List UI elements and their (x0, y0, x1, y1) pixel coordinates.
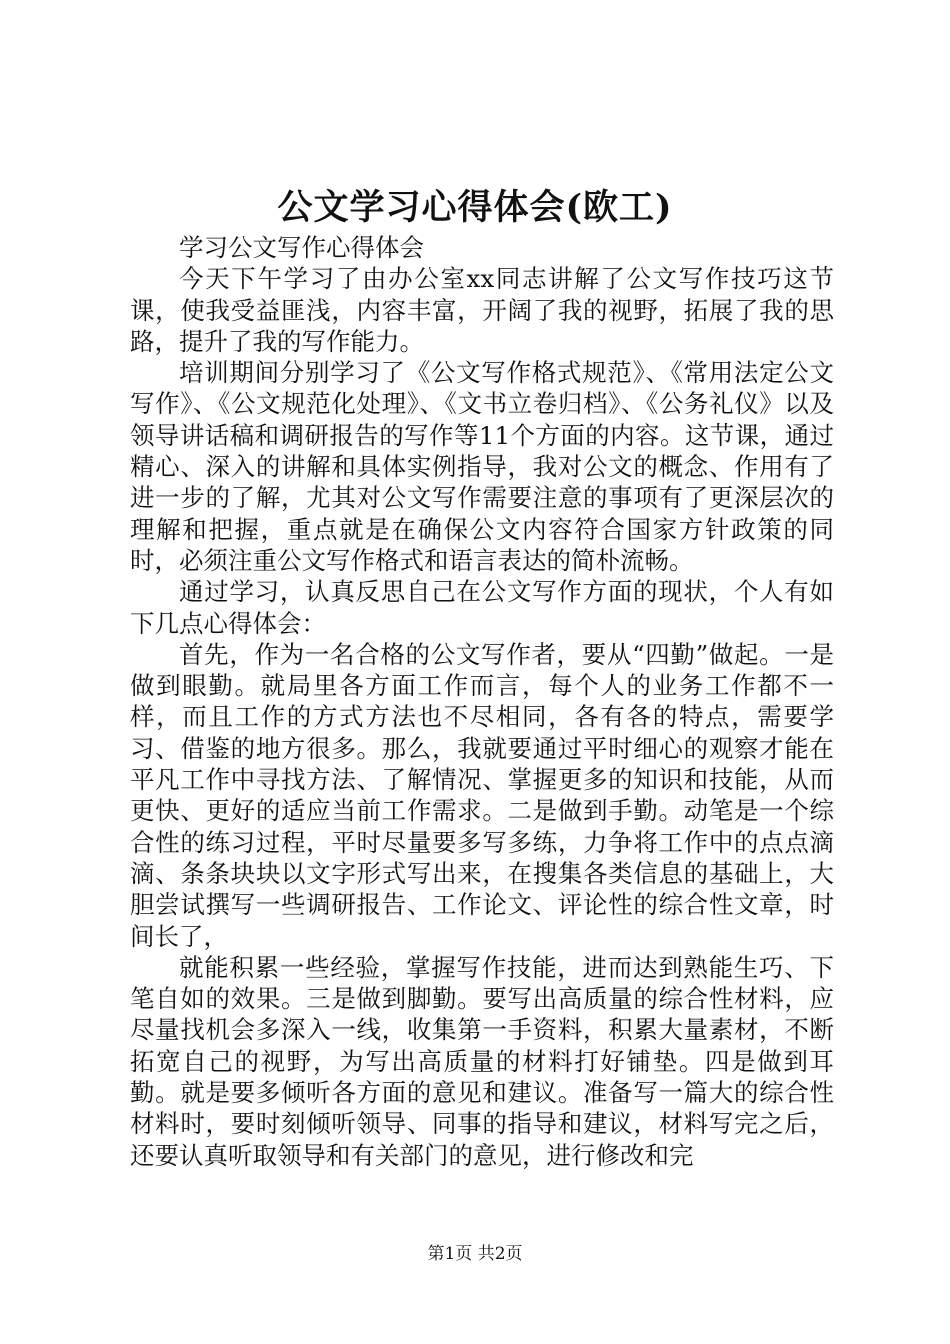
document-body (130, 232, 834, 1171)
document-title: 公文学习心得体会(欧工) (277, 187, 673, 228)
paragraph: 通过学习，认真反思自己在公文写作方面的现状，个人有如下几点心得体会： (130, 577, 834, 638)
paragraph: 就能积累一些经验，掌握写作技能，进而达到熟能生巧、下笔自如的效果。三是做到脚勤。要写出高质量的综合性材料，应尽量找机会多深入一线，收集第一手资料，积累大量素材，不断拓宽自己的视野，为写出高质量的材料打好铺垫。四是做到耳勤。就是要多倾听各方面的意见和建议。准备写一篇大的综合性材料时，要时刻倾听领导、同事的指导和建议，材料写完之后，还要认真听取领导和有关部门的意见，进行修改和完 (130, 952, 834, 1170)
paragraph: 今天下午学习了由办公室xx同志讲解了公文写作技巧这节课，使我受益匪浅，内容丰富，开阔了我的视野，拓展了我的思路，提升了我的写作能力。 (130, 264, 834, 356)
paragraph: 学习公文写作心得体会 (179, 233, 424, 262)
paragraph: 培训期间分别学习了《公文写作格式规范》、《常用法定公文写作》、《公文规范化处理》、《文书立卷归档》、《公务礼仪》以及领导讲话稿和调研报告的写作等11个方面的内容。这节课，通过精心、深入的讲解和具体实例指导，我对公文的概念、作用有了进一步的了解，尤其对公文写作需要注意的事项有了更深层次的理解和把握，重点就是在确保公文内容符合国家方针政策的同时，必须注重公文写作格式和语言表达的简朴流畅。 (130, 358, 834, 575)
paragraph: 首先，作为一名合格的公文写作者，要从“四勤”做起。一是做到眼勤。就局里各方面工作而言，每个人的业务工作都不一样，而且工作的方式方法也不尽相同，各有各的特点，需要学习、借鉴的地方很多。那么，我就要通过平时细心的观察才能在平凡工作中寻找方法、了解情况、掌握更多的知识和技能，从而更快、更好的适应当前工作需求。二是做到手勤。动笔是一个综合性的练习过程，平时尽量要多写多练，力争将工作中的点点滴滴、条条块块以文字形式写出来，在搜集各类信息的基础上，大胆尝试撰写一些调研报告、工作论文、评论性的综合性文章，时间长了， (130, 639, 834, 951)
page-number-footer: 第1页 共2页 (427, 1244, 523, 1264)
